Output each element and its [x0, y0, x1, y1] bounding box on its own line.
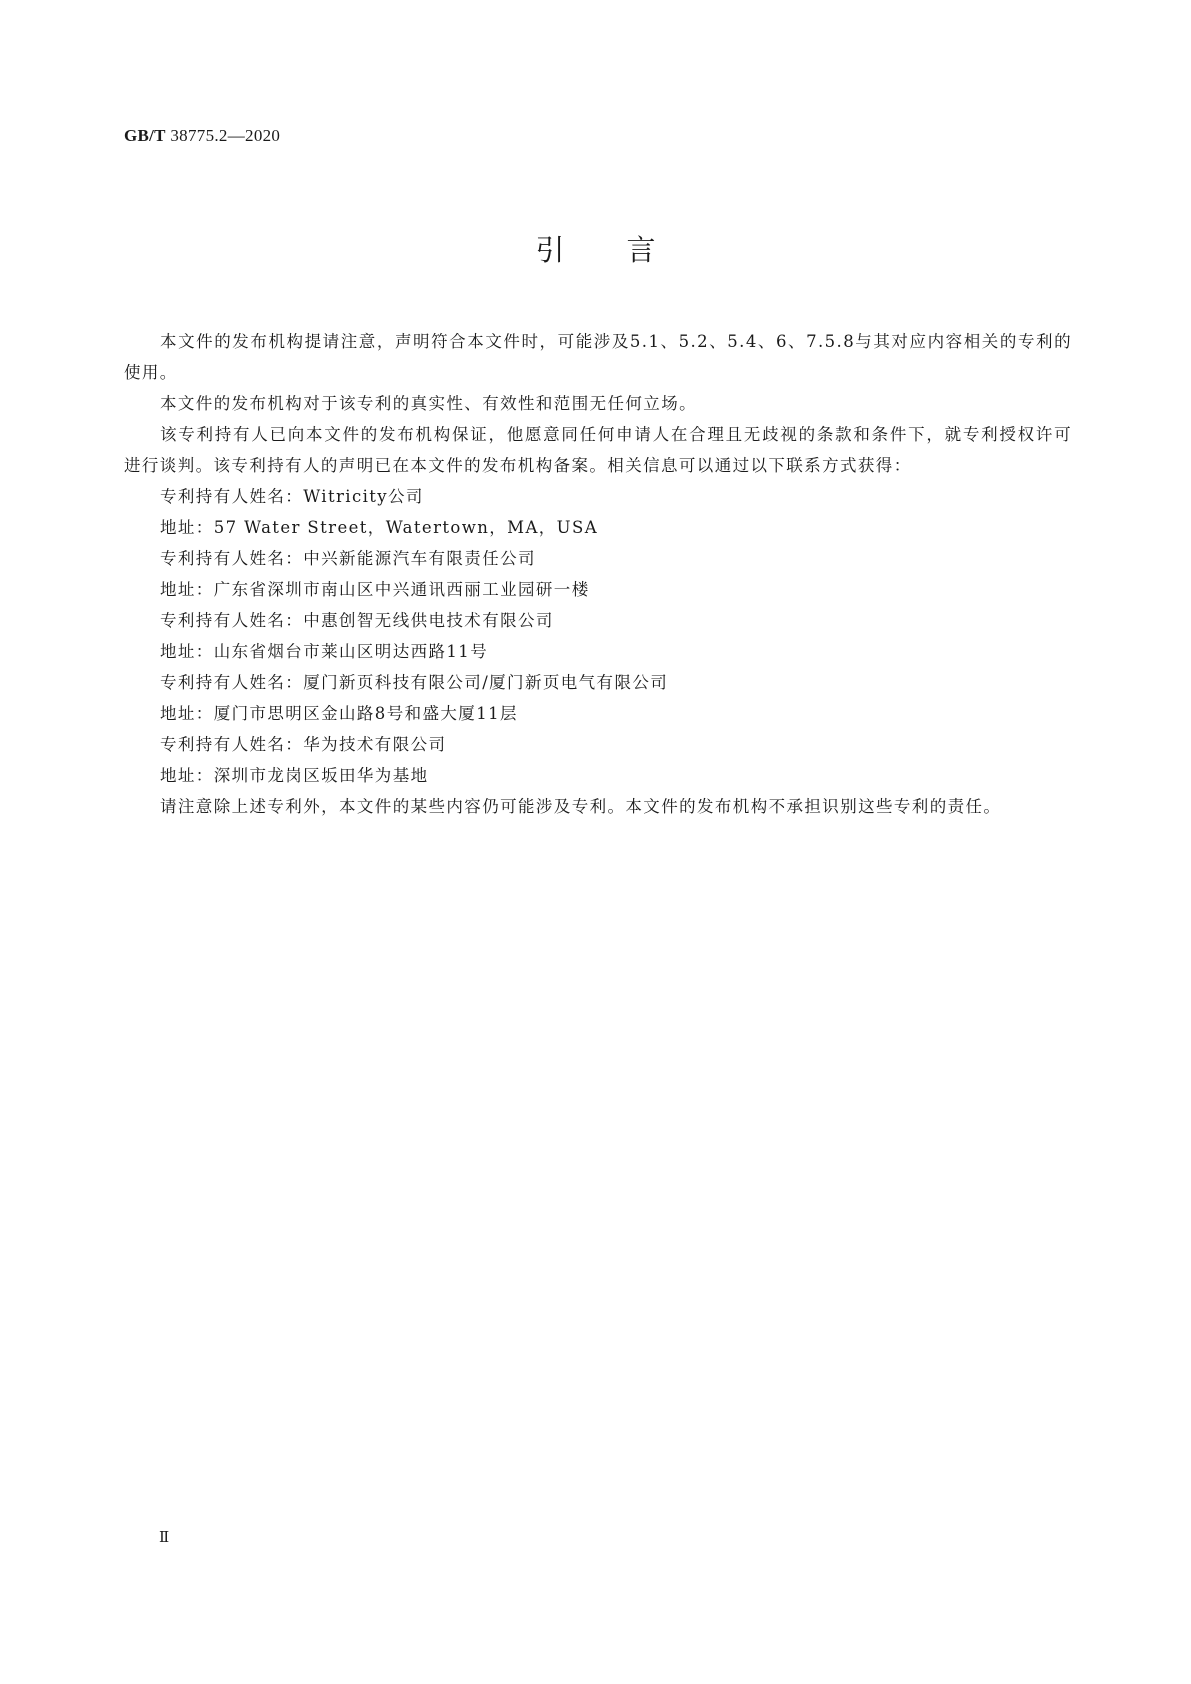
holder-name: 专利持有人姓名：中兴新能源汽车有限责任公司 [160, 549, 536, 568]
holder-name: 专利持有人姓名：厦门新页科技有限公司/厦门新页电气有限公司 [160, 673, 669, 692]
holder-name: 专利持有人姓名：中惠创智无线供电技术有限公司 [160, 611, 554, 630]
paragraph-holder-assurance: 该专利持有人已向本文件的发布机构保证，他愿意同任何申请人在合理且无歧视的条款和条件下，就专利授权许可进行谈判。该专利持有人的声明已在本文件的发布机构备案。相关信息可以通过以下联系方式获得： [124, 425, 1072, 475]
paragraph-no-position: 本文件的发布机构对于该专利的真实性、有效性和范围无任何立场。 [160, 394, 697, 413]
holder-address: 地址：山东省烟台市莱山区明达西路11号 [160, 642, 489, 661]
page-number: Ⅱ [159, 1530, 170, 1546]
paragraph-patent-notice: 本文件的发布机构提请注意，声明符合本文件时，可能涉及5.1、5.2、5.4、6、7.5.8与其对应内容相关的专利的使用。 [124, 332, 1072, 382]
standard-code [124, 126, 280, 146]
paragraph-other-patents: 请注意除上述专利外，本文件的某些内容仍可能涉及专利。本文件的发布机构不承担识别这些专利的责任。 [160, 797, 1002, 816]
standard-number: 38775.2—2020 [165, 126, 281, 145]
holder-address: 地址：深圳市龙岗区坂田华为基地 [160, 766, 429, 785]
standard-prefix: GB/T [124, 126, 166, 145]
holder-address: 地址：广东省深圳市南山区中兴通讯西丽工业园研一楼 [160, 580, 590, 599]
holder-address: 地址：厦门市思明区金山路8号和盛大厦11层 [160, 704, 518, 723]
holder-name: 专利持有人姓名：Witricity公司 [160, 487, 424, 506]
page-title: 引言 [535, 233, 718, 267]
holder-name: 专利持有人姓名：华为技术有限公司 [160, 735, 447, 754]
holder-address: 地址：57 Water Street，Watertown，MA，USA [160, 518, 599, 537]
document-body [124, 326, 1072, 822]
